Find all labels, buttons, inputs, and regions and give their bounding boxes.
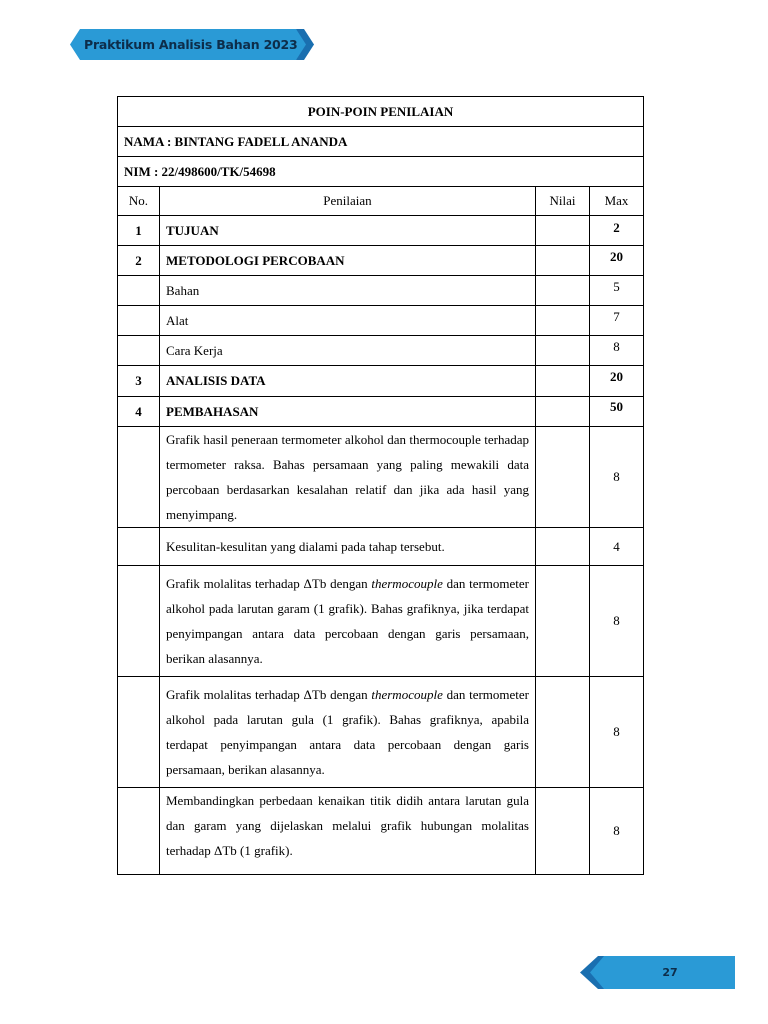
nilai-cell[interactable]: [536, 336, 590, 366]
row-label-italic: thermocouple: [371, 576, 443, 591]
column-header-max: Max: [590, 187, 644, 216]
row-label: Grafik hasil peneraan termometer alkohol dan thermocouple terhadap termometer raksa. Bahas persamaan yang paling mewakili data percobaan berdasarkan kesalahan relatif dan jika ada hasil yang menyimpang.: [160, 427, 536, 528]
row-label: TUJUAN: [160, 216, 536, 246]
row-number: [118, 306, 160, 336]
row-number: 3: [118, 366, 160, 397]
nilai-cell[interactable]: [536, 528, 590, 566]
row-label: METODOLOGI PERCOBAAN: [160, 246, 536, 276]
page-number: 27: [662, 966, 678, 979]
max-cell: 5: [590, 276, 644, 306]
nilai-cell[interactable]: [536, 276, 590, 306]
table-row: [118, 427, 644, 528]
table-row: [118, 306, 644, 336]
row-number: 2: [118, 246, 160, 276]
row-number: [118, 677, 160, 788]
nilai-cell[interactable]: [536, 366, 590, 397]
scoring-table: [117, 96, 644, 875]
table-row: [118, 566, 644, 677]
row-label: Cara Kerja: [160, 336, 536, 366]
row-label: Alat: [160, 306, 536, 336]
header-banner: [70, 29, 314, 60]
nilai-cell[interactable]: [536, 427, 590, 528]
row-number: [118, 336, 160, 366]
table-row: [118, 366, 644, 397]
row-number: [118, 276, 160, 306]
max-cell: 8: [590, 427, 644, 528]
header-title: Praktikum Analisis Bahan 2023: [84, 37, 298, 52]
header-row: [118, 187, 644, 216]
nilai-cell[interactable]: [536, 677, 590, 788]
row-number: [118, 566, 160, 677]
row-number: 4: [118, 397, 160, 427]
row-label: ANALISIS DATA: [160, 366, 536, 397]
column-header-penilaian: Penilaian: [160, 187, 536, 216]
row-label: [160, 677, 536, 788]
nilai-cell[interactable]: [536, 788, 590, 875]
row-number: [118, 528, 160, 566]
row-number: 1: [118, 216, 160, 246]
row-label: Kesulitan-kesulitan yang dialami pada tahap tersebut.: [160, 528, 536, 566]
max-cell: 20: [590, 246, 644, 276]
nilai-cell[interactable]: [536, 216, 590, 246]
row-label-part: dan termometer alkohol pada larutan garam (1 grafik). Bahas grafiknya, jika terdapat penyimpangan antara data percobaan dengan garis persamaan, berikan alasannya.: [166, 576, 529, 666]
row-label: Membandingkan perbedaan kenaikan titik didih antara larutan gula dan garam yang dijelaskan melalui grafik hubungan molalitas terhadap ΔTb (1 grafik).: [160, 788, 536, 875]
nim-row: [118, 157, 644, 187]
table-row: [118, 397, 644, 427]
table-row: [118, 276, 644, 306]
table-row: [118, 336, 644, 366]
row-label: [160, 566, 536, 677]
student-nim: NIM : 22/498600/TK/54698: [118, 157, 644, 187]
column-header-nilai: Nilai: [536, 187, 590, 216]
max-cell: 4: [590, 528, 644, 566]
row-label-part: dan termometer alkohol pada larutan gula (1 grafik). Bahas grafiknya, apabila terdapat penyimpangan antara data percobaan dengan garis persamaan, berikan alasannya.: [166, 687, 529, 777]
table-row: [118, 528, 644, 566]
max-cell: 8: [590, 788, 644, 875]
max-cell: 20: [590, 366, 644, 397]
row-label-italic: thermocouple: [371, 687, 443, 702]
table-row: [118, 788, 644, 875]
max-cell: 8: [590, 566, 644, 677]
nilai-cell[interactable]: [536, 306, 590, 336]
nilai-cell[interactable]: [536, 397, 590, 427]
table-row: [118, 216, 644, 246]
student-name: NAMA : BINTANG FADELL ANANDA: [118, 127, 644, 157]
footer-page-badge: [580, 956, 735, 989]
row-number: [118, 427, 160, 528]
row-number: [118, 788, 160, 875]
table-title: POIN-POIN PENILAIAN: [118, 97, 644, 127]
name-row: [118, 127, 644, 157]
table-row: [118, 677, 644, 788]
max-cell: 8: [590, 677, 644, 788]
nilai-cell[interactable]: [536, 246, 590, 276]
row-label-part: Grafik molalitas terhadap ΔTb dengan: [166, 687, 372, 702]
max-cell: 8: [590, 336, 644, 366]
table-row: [118, 246, 644, 276]
table-title-row: [118, 97, 644, 127]
row-label-part: Grafik molalitas terhadap ΔTb dengan: [166, 576, 372, 591]
max-cell: 50: [590, 397, 644, 427]
max-cell: 7: [590, 306, 644, 336]
row-label: PEMBAHASAN: [160, 397, 536, 427]
max-cell: 2: [590, 216, 644, 246]
row-label: Bahan: [160, 276, 536, 306]
nilai-cell[interactable]: [536, 566, 590, 677]
column-header-no: No.: [118, 187, 160, 216]
